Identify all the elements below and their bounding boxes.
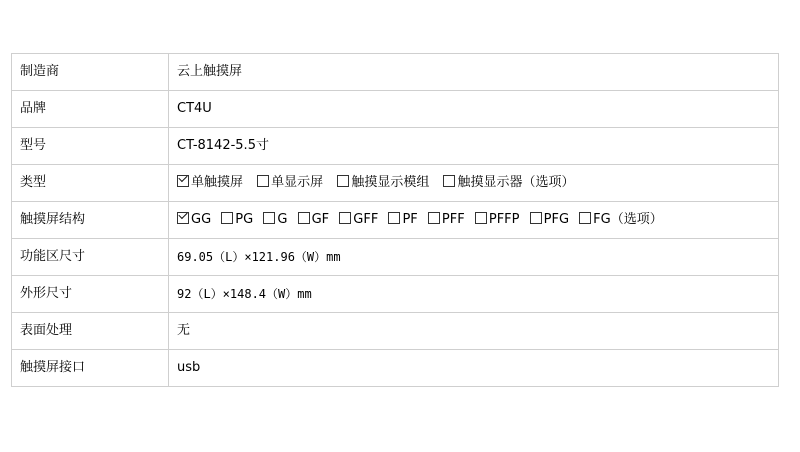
checkbox-label: PFG [543,212,570,227]
checkbox-label: PF [402,212,418,227]
row-label: 制造商 [12,54,169,91]
checkbox-label: 触摸显示器（选项） [457,175,575,190]
row-value: usb [169,350,779,387]
checkbox-label: PFFP [488,212,520,227]
checkbox-option[interactable] [339,211,378,229]
row-value: 92（L）×148.4（W）mm [169,276,779,313]
checkbox-label: GG [191,212,212,227]
checkbox-icon[interactable] [428,212,440,224]
checkbox-label: 单触摸屏 [191,175,244,190]
checkbox-label: 触摸显示模组 [351,175,430,190]
table-body [12,54,779,387]
table-row [12,128,779,165]
row-label: 触摸屏接口 [12,350,169,387]
row-value: 无 [169,313,779,350]
checkbox-icon[interactable] [257,175,269,187]
checkbox-label: FG（选项） [593,212,663,227]
checkbox-icon[interactable] [177,175,189,187]
row-label: 触摸屏结构 [12,202,169,239]
table-row [12,313,779,350]
checkbox-icon[interactable] [221,212,233,224]
table-row [12,91,779,128]
table-row [12,239,779,276]
row-value: CT4U [169,91,779,128]
checkbox-icon[interactable] [298,212,310,224]
row-label: 功能区尺寸 [12,239,169,276]
checkbox-label: PG [235,212,254,227]
table-row [12,350,779,387]
checkbox-option[interactable] [177,211,211,229]
row-label: 品牌 [12,91,169,128]
checkbox-option[interactable] [579,211,663,229]
row-value: 云上触摸屏 [169,54,779,91]
row-label: 型号 [12,128,169,165]
checkbox-icon[interactable] [337,175,349,187]
row-label: 外形尺寸 [12,276,169,313]
checkbox-option[interactable] [530,211,569,229]
checkbox-option[interactable] [428,211,465,229]
checkbox-option[interactable] [388,211,417,229]
checkbox-label: 单显示屏 [271,175,324,190]
row-label: 表面处理 [12,313,169,350]
checkbox-option[interactable] [298,211,330,229]
table-row [12,165,779,202]
checkbox-label: GFF [353,212,379,227]
row-value-options [169,202,779,239]
checkbox-option[interactable] [263,211,287,229]
checkbox-icon[interactable] [388,212,400,224]
checkbox-icon[interactable] [530,212,542,224]
checkbox-option[interactable] [221,211,253,229]
table-row [12,276,779,313]
row-label: 类型 [12,165,169,202]
checkbox-icon[interactable] [579,212,591,224]
checkbox-option[interactable] [257,174,323,192]
specification-table [11,53,779,387]
checkbox-label: PFF [441,212,465,227]
checkbox-option[interactable] [177,174,243,192]
row-value: 69.05（L）×121.96（W）mm [169,239,779,276]
table-row [12,54,779,91]
checkbox-label: GF [311,212,330,227]
checkbox-icon[interactable] [339,212,351,224]
row-value-options [169,165,779,202]
checkbox-option[interactable] [475,211,520,229]
table-row [12,202,779,239]
checkbox-icon[interactable] [443,175,455,187]
checkbox-icon[interactable] [263,212,275,224]
checkbox-icon[interactable] [475,212,487,224]
checkbox-option[interactable] [443,174,574,192]
row-value: CT-8142-5.5寸 [169,128,779,165]
checkbox-icon[interactable] [177,212,189,224]
checkbox-label: G [277,212,288,227]
checkbox-option[interactable] [337,174,429,192]
